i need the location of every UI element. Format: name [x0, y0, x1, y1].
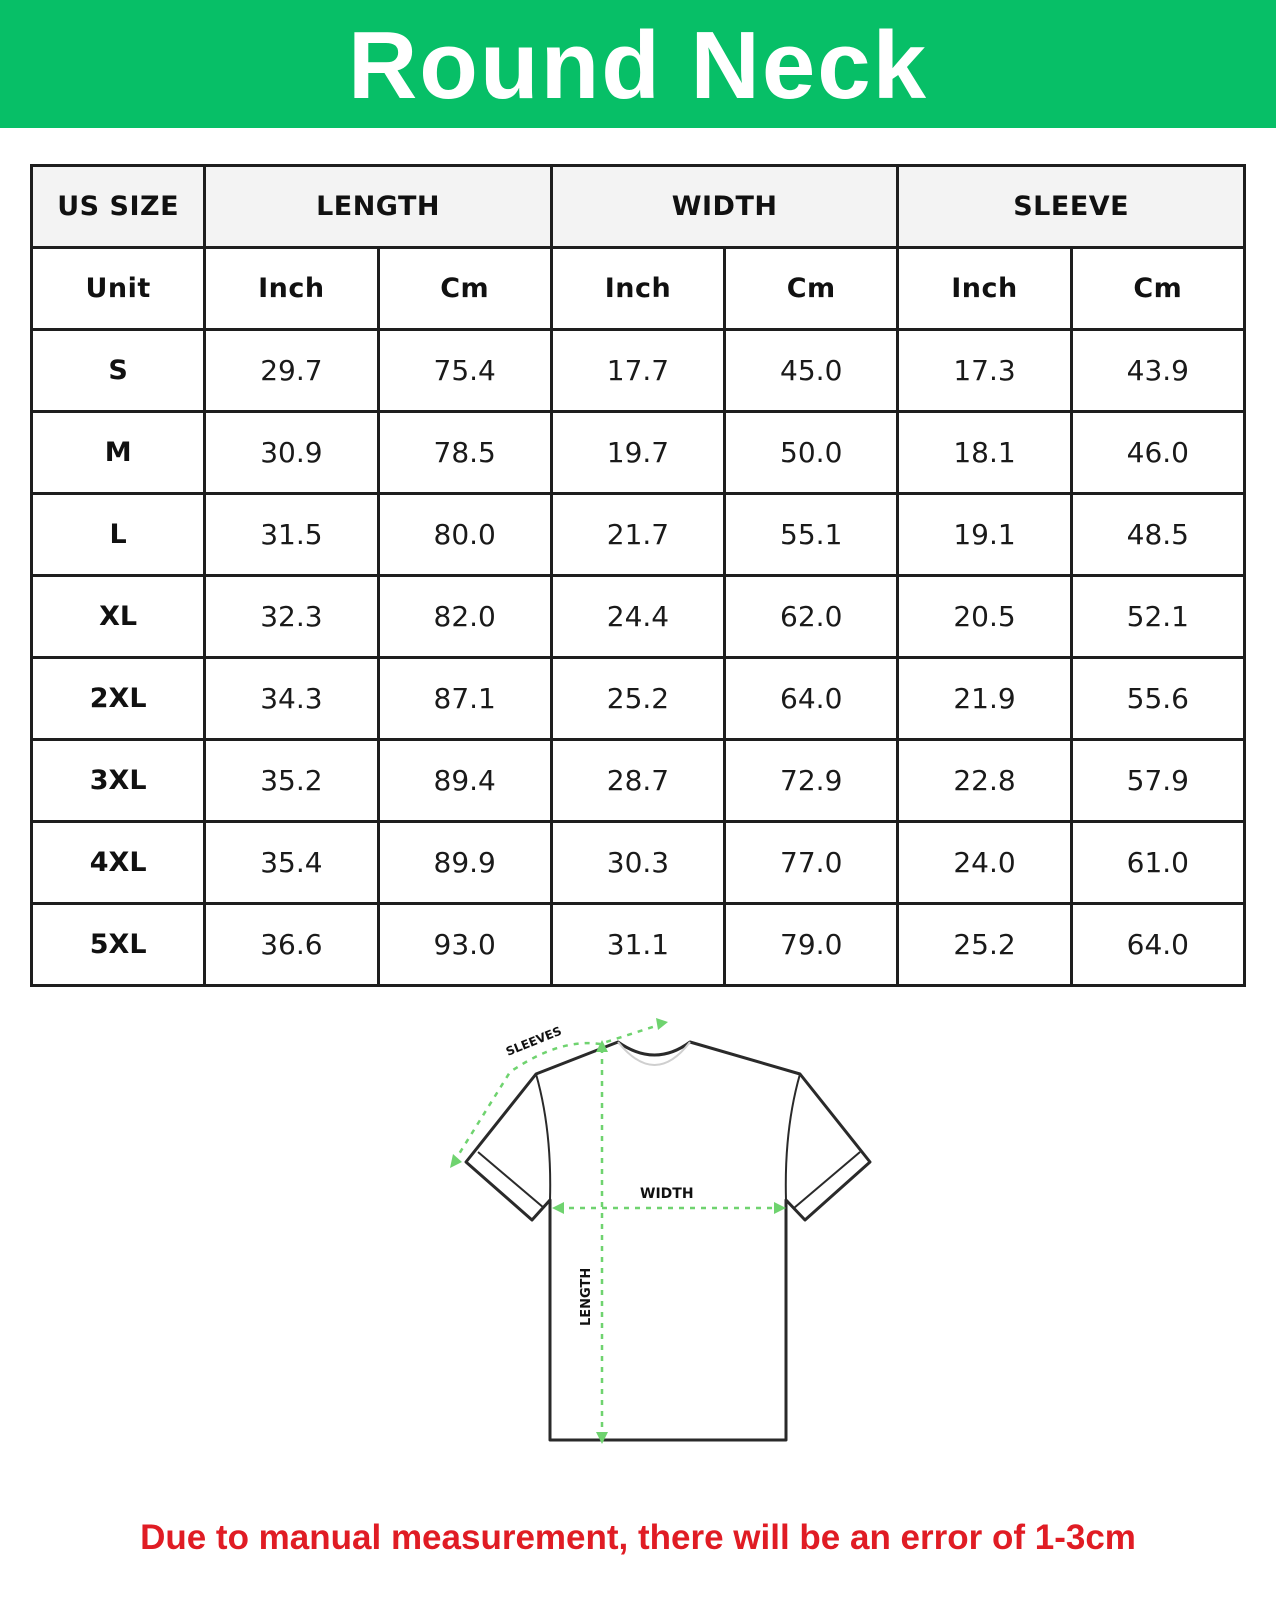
- size-cell: L: [32, 494, 205, 576]
- measurement-cell: 30.3: [551, 822, 724, 904]
- header-length: LENGTH: [205, 166, 552, 248]
- size-chart-table: [30, 164, 1246, 987]
- measurement-cell: 64.0: [725, 658, 898, 740]
- measurement-disclaimer: Due to manual measurement, there will be an error of 1-3cm: [140, 1518, 1136, 1557]
- measurement-cell: 45.0: [725, 330, 898, 412]
- measurement-cell: 24.0: [898, 822, 1071, 904]
- measurement-cell: 18.1: [898, 412, 1071, 494]
- measurement-cell: 21.7: [551, 494, 724, 576]
- width-label: WIDTH: [640, 1186, 694, 1202]
- measurement-cell: 30.9: [205, 412, 378, 494]
- table-row: [32, 576, 1245, 658]
- measurement-cell: 24.4: [551, 576, 724, 658]
- measurement-cell: 72.9: [725, 740, 898, 822]
- length-label: LENGTH: [579, 1267, 594, 1326]
- measurement-arrows: [454, 1024, 780, 1436]
- measurement-cell: 57.9: [1071, 740, 1244, 822]
- measurement-cell: 64.0: [1071, 904, 1244, 986]
- title-banner: [0, 0, 1276, 128]
- tshirt-outline-icon: [466, 1042, 870, 1440]
- sleeve-arrow: [454, 1024, 662, 1162]
- measurement-cell: 43.9: [1071, 330, 1244, 412]
- table-row: [32, 740, 1245, 822]
- unit-sleeve-inch: Inch: [898, 248, 1071, 330]
- measurement-cell: 31.1: [551, 904, 724, 986]
- measurement-cell: 32.3: [205, 576, 378, 658]
- size-cell: XL: [32, 576, 205, 658]
- measurement-cell: 17.3: [898, 330, 1071, 412]
- measurement-cell: 19.1: [898, 494, 1071, 576]
- unit-length-cm: Cm: [378, 248, 551, 330]
- arrow-heads: [450, 1018, 786, 1444]
- unit-label: Unit: [32, 248, 205, 330]
- unit-width-cm: Cm: [725, 248, 898, 330]
- table-row: [32, 330, 1245, 412]
- size-cell: 2XL: [32, 658, 205, 740]
- size-rows: [32, 330, 1245, 986]
- measurement-cell: 35.2: [205, 740, 378, 822]
- measurement-cell: 34.3: [205, 658, 378, 740]
- unit-header-row: [32, 248, 1245, 330]
- measurement-cell: 25.2: [898, 904, 1071, 986]
- measurement-cell: 61.0: [1071, 822, 1244, 904]
- measurement-cell: 82.0: [378, 576, 551, 658]
- measurement-cell: 75.4: [378, 330, 551, 412]
- table-row: [32, 412, 1245, 494]
- table-row: [32, 822, 1245, 904]
- measurement-cell: 20.5: [898, 576, 1071, 658]
- measurement-cell: 17.7: [551, 330, 724, 412]
- header-sleeve: SLEEVE: [898, 166, 1245, 248]
- sleeves-label: SLEEVES: [503, 1023, 564, 1059]
- measurement-cell: 50.0: [725, 412, 898, 494]
- unit-width-inch: Inch: [551, 248, 724, 330]
- header-width: WIDTH: [551, 166, 898, 248]
- measurement-cell: 52.1: [1071, 576, 1244, 658]
- measurement-cell: 21.9: [898, 658, 1071, 740]
- measurement-cell: 25.2: [551, 658, 724, 740]
- measurement-cell: 89.9: [378, 822, 551, 904]
- measurement-cell: 35.4: [205, 822, 378, 904]
- measurement-cell: 48.5: [1071, 494, 1244, 576]
- measurement-cell: 22.8: [898, 740, 1071, 822]
- measurement-cell: 19.7: [551, 412, 724, 494]
- measurement-cell: 46.0: [1071, 412, 1244, 494]
- size-cell: M: [32, 412, 205, 494]
- tshirt-measurement-diagram: [440, 1010, 900, 1490]
- measurement-cell: 78.5: [378, 412, 551, 494]
- measurement-cell: 28.7: [551, 740, 724, 822]
- measurement-cell: 80.0: [378, 494, 551, 576]
- size-cell: 5XL: [32, 904, 205, 986]
- size-cell: 3XL: [32, 740, 205, 822]
- measurement-cell: 87.1: [378, 658, 551, 740]
- measurement-cell: 93.0: [378, 904, 551, 986]
- measurement-cell: 29.7: [205, 330, 378, 412]
- measurement-cell: 31.5: [205, 494, 378, 576]
- measurement-cell: 77.0: [725, 822, 898, 904]
- measurement-cell: 55.6: [1071, 658, 1244, 740]
- measurement-cell: 55.1: [725, 494, 898, 576]
- table-row: [32, 494, 1245, 576]
- measurement-cell: 36.6: [205, 904, 378, 986]
- measurement-cell: 89.4: [378, 740, 551, 822]
- unit-length-inch: Inch: [205, 248, 378, 330]
- group-header-row: [32, 166, 1245, 248]
- unit-sleeve-cm: Cm: [1071, 248, 1244, 330]
- header-us-size: US SIZE: [32, 166, 205, 248]
- page-title: Round Neck: [347, 12, 929, 119]
- size-cell: 4XL: [32, 822, 205, 904]
- table-row: [32, 658, 1245, 740]
- measurement-cell: 62.0: [725, 576, 898, 658]
- table-row: [32, 904, 1245, 986]
- size-cell: S: [32, 330, 205, 412]
- measurement-cell: 79.0: [725, 904, 898, 986]
